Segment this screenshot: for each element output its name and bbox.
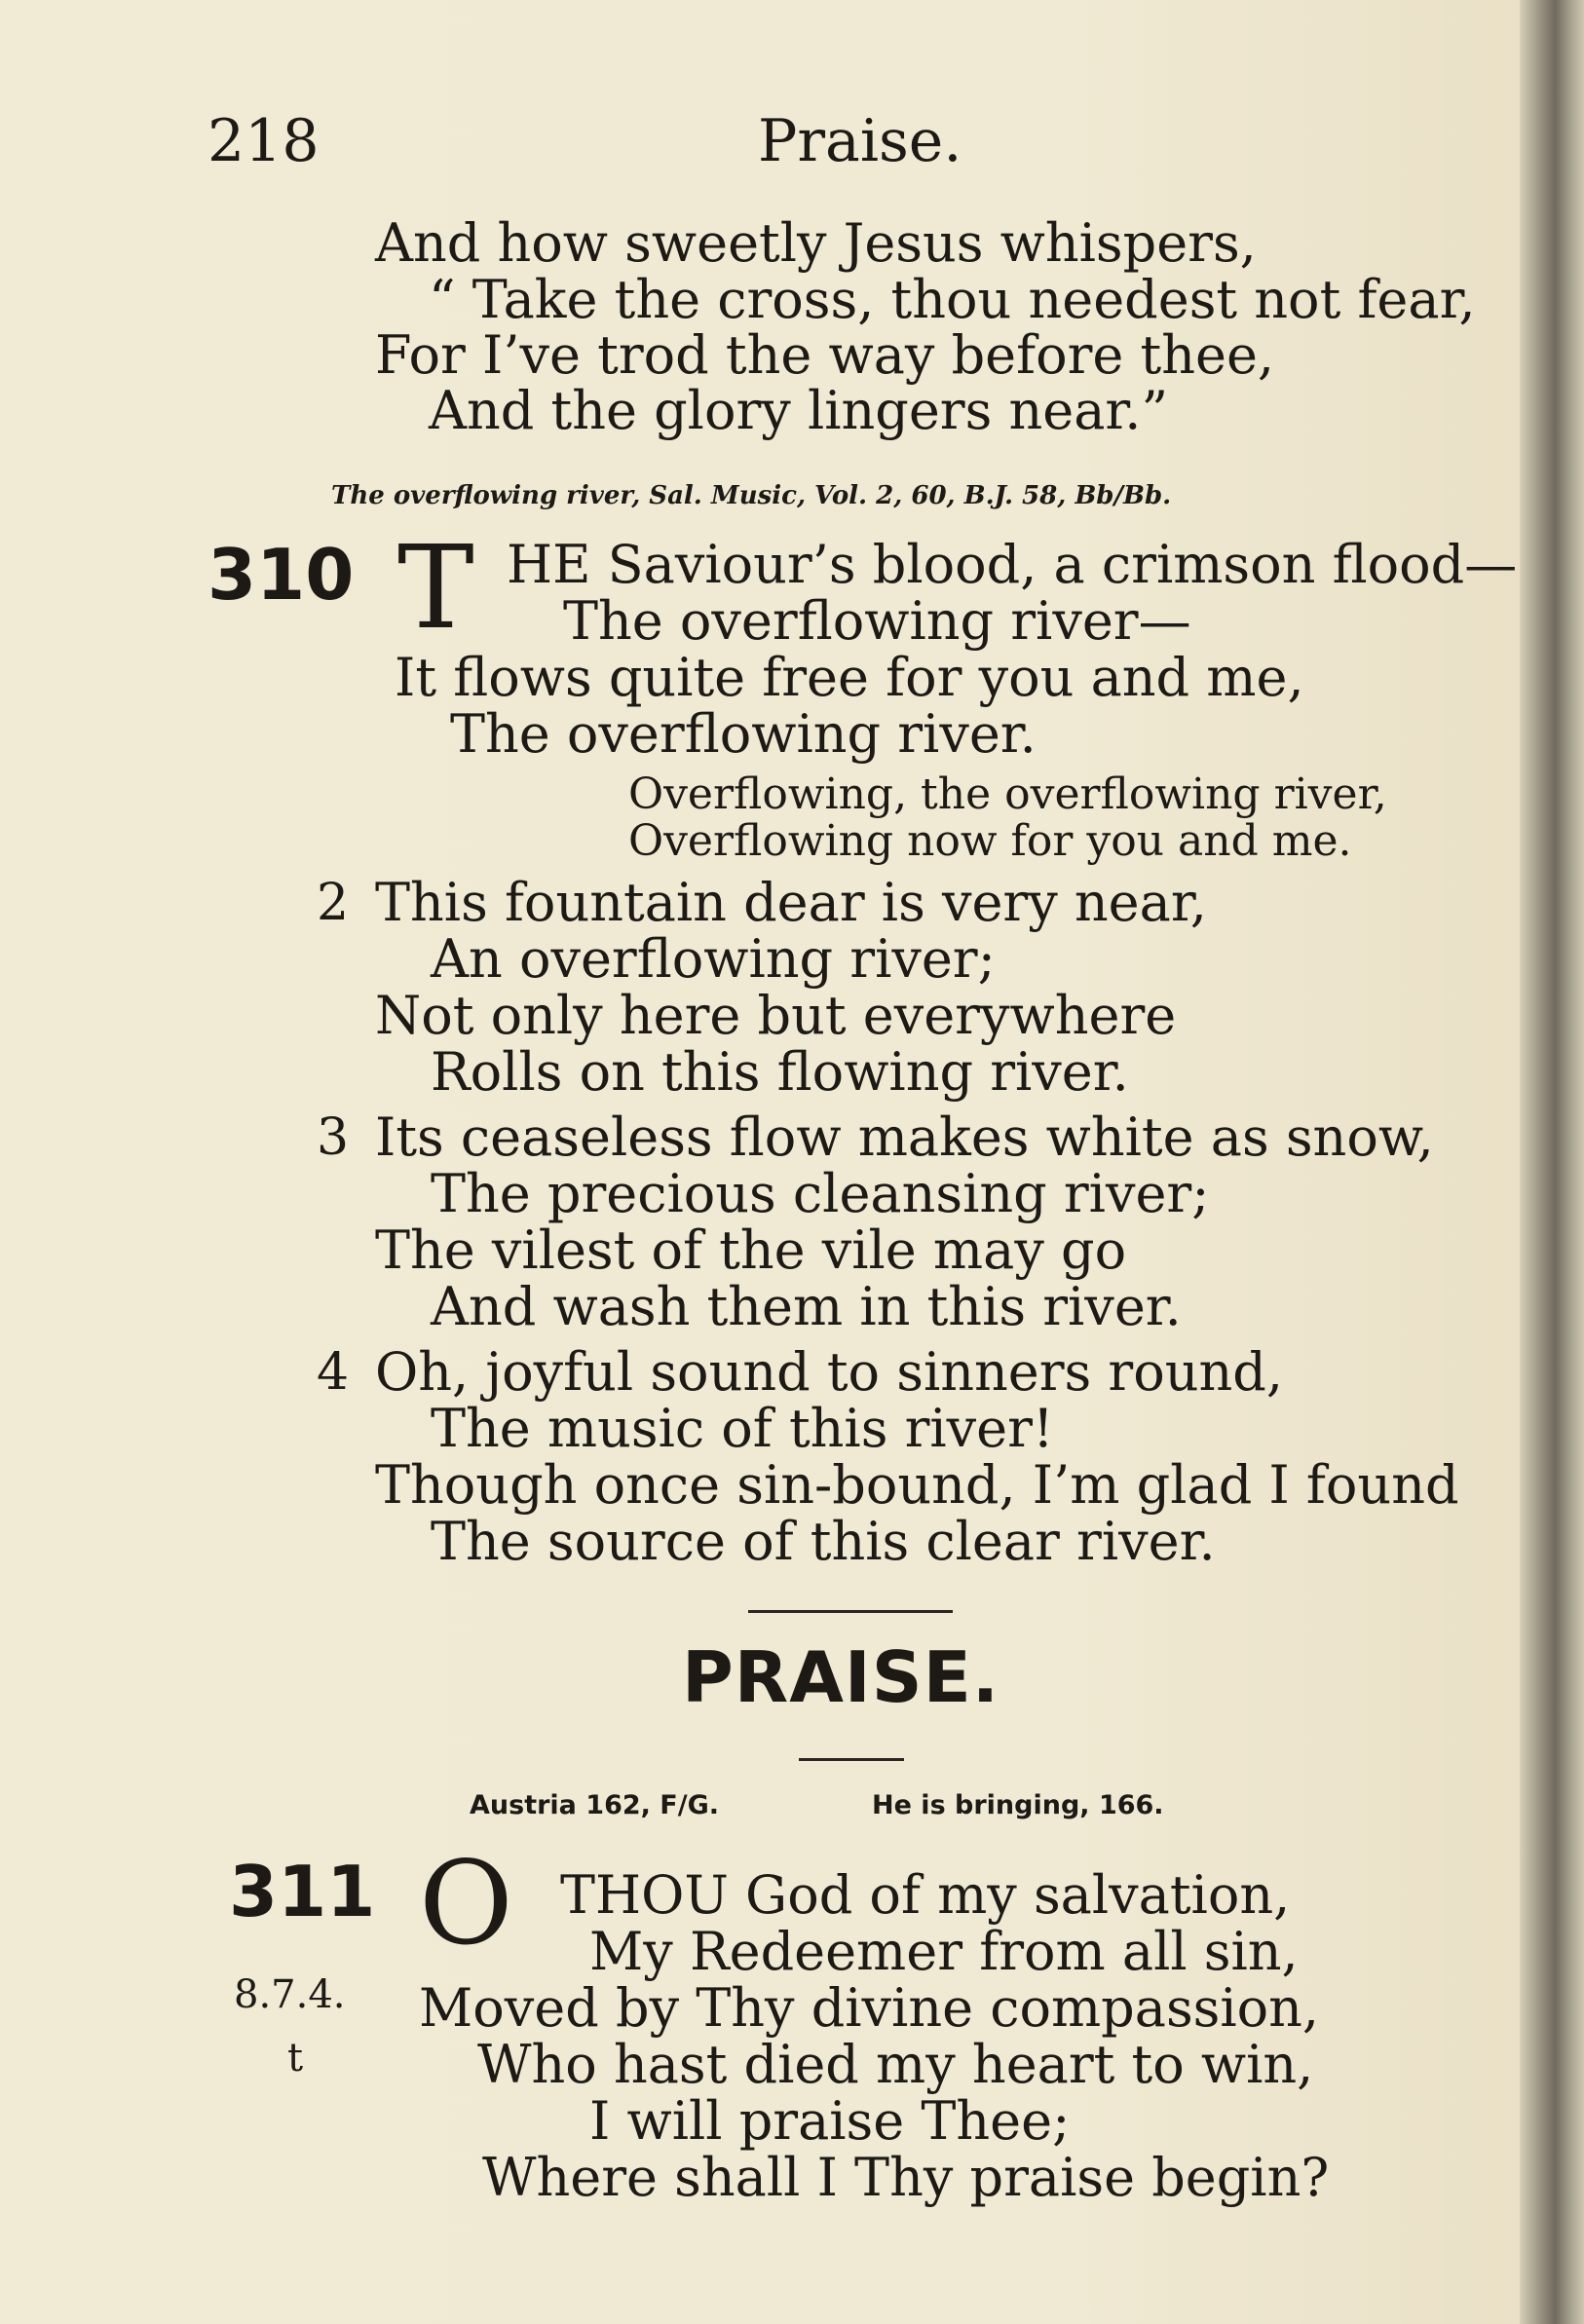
hymn-number-310: 310 bbox=[207, 534, 355, 616]
verse-line: I will praise Thee; bbox=[589, 2090, 1071, 2152]
verse-line: The overflowing river— bbox=[563, 590, 1191, 652]
verse-line: Rolls on this flowing river. bbox=[431, 1041, 1129, 1103]
verse-number: 4 bbox=[317, 1343, 350, 1402]
drop-cap-311: O bbox=[419, 1836, 513, 1970]
chorus-line: Overflowing, the overflowing river, bbox=[628, 769, 1387, 819]
verse-number: 3 bbox=[317, 1108, 350, 1167]
verse-line: Though once sin-bound, I’m glad I found bbox=[375, 1454, 1459, 1516]
verse-line: THOU God of my salvation, bbox=[560, 1864, 1291, 1926]
verse-line: Where shall I Thy praise begin? bbox=[482, 2147, 1330, 2208]
divider bbox=[748, 1610, 953, 1613]
prev-hymn-line: And the glory lingers near.” bbox=[429, 380, 1169, 441]
verse-line: The precious cleansing river; bbox=[431, 1163, 1210, 1224]
tune-note-311-b: He is bringing, 166. bbox=[872, 1790, 1164, 1820]
verse-line: The source of this clear river. bbox=[431, 1511, 1216, 1572]
chorus-line: Overflowing now for you and me. bbox=[628, 816, 1352, 866]
tune-note-311-a: Austria 162, F/G. bbox=[470, 1790, 720, 1820]
verse-line: Not only here but everywhere bbox=[375, 985, 1177, 1046]
verse-line: The overflowing river. bbox=[450, 703, 1037, 765]
running-title: Praise. bbox=[758, 107, 962, 175]
verse-line: My Redeemer from all sin, bbox=[589, 1921, 1299, 1982]
verse-line: Oh, joyful sound to sinners round, bbox=[375, 1341, 1284, 1403]
tune-note-310: The overflowing river, Sal. Music, Vol. 2, 60, B.J. 58, Bb/Bb. bbox=[331, 481, 1172, 510]
page-number: 218 bbox=[207, 107, 320, 175]
hymn-meter: 8.7.4. bbox=[234, 1972, 346, 2017]
prev-hymn-line: For I’ve trod the way before thee, bbox=[375, 324, 1275, 386]
drop-cap-310: T bbox=[397, 520, 474, 655]
verse-line: It flows quite free for you and me, bbox=[395, 647, 1304, 708]
verse-line: Its ceaseless flow makes white as snow, bbox=[375, 1106, 1434, 1168]
prev-hymn-line: And how sweetly Jesus whispers, bbox=[375, 212, 1257, 274]
section-title: PRAISE. bbox=[682, 1636, 1000, 1718]
verse-number: 2 bbox=[317, 874, 350, 932]
divider bbox=[799, 1758, 904, 1761]
verse-line: This fountain dear is very near, bbox=[375, 872, 1207, 933]
book-spine bbox=[1520, 0, 1584, 2324]
hymn-number-311: 311 bbox=[229, 1851, 376, 1932]
verse-line: The vilest of the vile may go bbox=[375, 1219, 1127, 1281]
verse-line: The music of this river! bbox=[431, 1398, 1054, 1459]
hymn-mark: t bbox=[287, 2036, 304, 2080]
verse-line: Moved by Thy divine compassion, bbox=[419, 1977, 1320, 2039]
verse-line: And wash them in this river. bbox=[431, 1276, 1182, 1337]
verse-line: Who hast died my heart to win, bbox=[477, 2034, 1314, 2095]
verse-line: HE Saviour’s blood, a crimson flood— bbox=[507, 534, 1518, 595]
verse-line: An overflowing river; bbox=[431, 928, 996, 990]
prev-hymn-line: “ Take the cross, thou needest not fear, bbox=[429, 269, 1476, 330]
